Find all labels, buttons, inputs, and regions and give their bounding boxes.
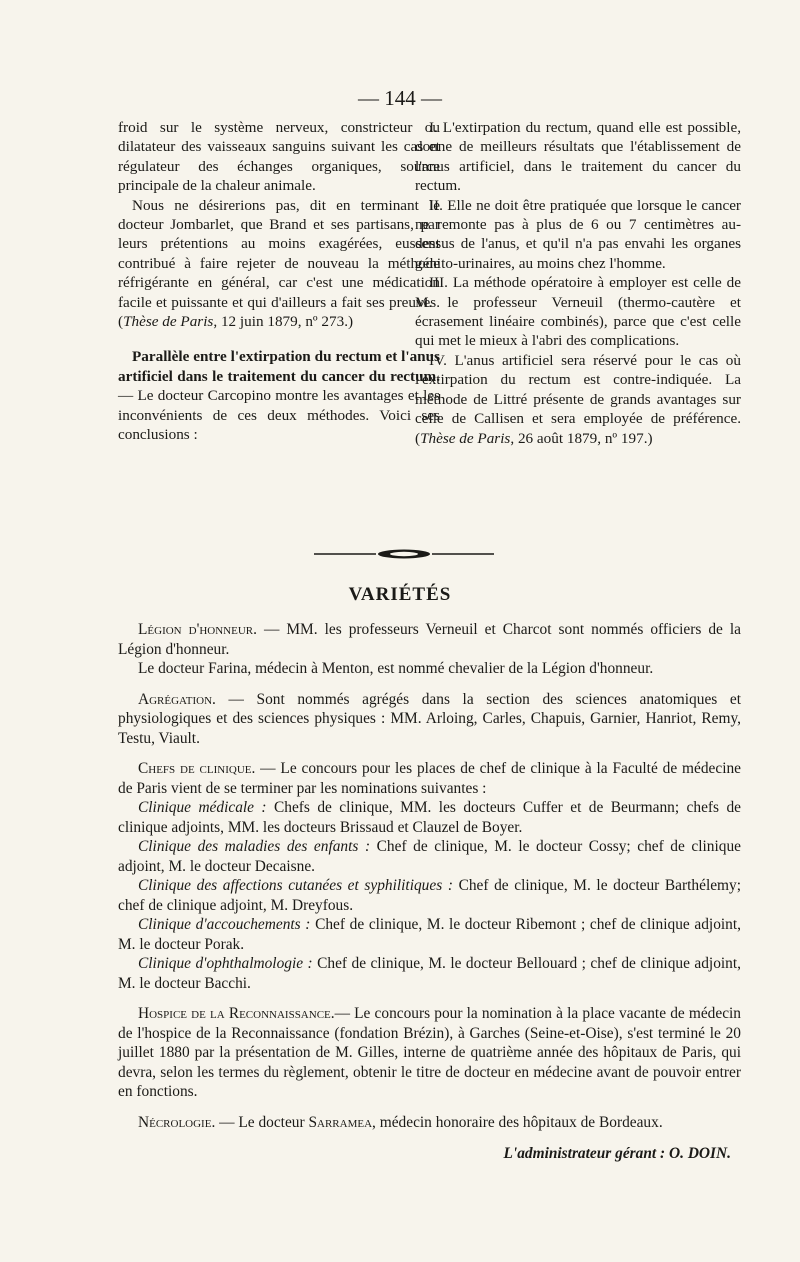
item-farina: Le docteur Farina, médecin à Menton, est nommé chevalier de la Légion d'honneur. (138, 660, 654, 677)
ophtalmo-label: Clinique d'ophthalmologie : (138, 955, 313, 972)
medicale-text: Chefs de clinique, MM. les docteurs Cuffer et de Beurmann; chefs de clinique adjoints, MM. les docteurs Brissaud et Clauzel de Boyer. (118, 799, 741, 836)
right-column (415, 118, 741, 448)
accouchements-label: Clinique d'accouchements : (138, 916, 311, 933)
conclusion-3: III. La méthode opératoire à employer est celle de M. le professeur Verneuil (thermo-cautère et écrasement linéaire combinés), parce que c'est celle qui met le mieux à l'abri des complications. (415, 274, 741, 350)
chefs-text: — Le concours pour les places de chef de clinique à la Faculté de médecine de Paris vient de se terminer par les nominations suivantes : (118, 760, 741, 797)
item-clinique-enfants (118, 837, 741, 876)
section-title-varietes: VARIÉTÉS (348, 584, 452, 605)
page-number: — 144 — (358, 86, 442, 110)
ophtalmo-text: Chef de clinique, M. le docteur Bellouard ; chef de clinique adjoint, M. le docteur Bacchi. (118, 955, 741, 992)
left-paragraph-2 (118, 196, 440, 332)
item-chefs-de-clinique (118, 759, 741, 798)
hospice-label: Hospice de la Reconnaissance. (138, 1005, 335, 1022)
right-citation: Thèse de Paris (420, 429, 511, 447)
accouchements-text: Chef de clinique, M. le docteur Ribemont ; chef de clinique adjoint, M. le docteur Porak. (118, 916, 741, 953)
item-clinique-ophtalmologie (118, 954, 741, 993)
necro-name: Sarramea (308, 1113, 373, 1131)
necro-text-b: , médecin honoraire des hôpitaux de Bordeaux. (372, 1113, 663, 1131)
cutanees-text: Chef de clinique, M. le docteur Barthélemy; chef de clinique adjoint, M. Dreyfous. (118, 877, 741, 914)
signature: L'administrateur gérant : O. DOIN. (503, 1145, 731, 1162)
left-paragraph-2-text: Nous ne désirerions pas, dit en terminant le docteur Jombarlet, que Brand et ses partisans, par leurs prétentions au moins exagérées, eussent contribué à faire rejeter de nouveau la méthode réfrigérante en général, car c'est une médication facile et puissante et qui d'ailleurs a fait ses preuves. ( (118, 196, 440, 331)
heading-rest: — Le docteur Carcopino montre les avantages et les inconvénients de ces deux méthodes. Voici ses conclusions : (118, 387, 440, 444)
left-citation: Thèse de Paris (123, 313, 214, 331)
necro-text-a: — Le docteur (215, 1113, 309, 1131)
left-paragraph-2-end: , 12 juin 1879, nº 273.) (213, 313, 354, 331)
conclusion-1: I. L'extirpation du rectum, quand elle est possible, donne de meilleurs résultats que l'établissement de l'anus artificiel, dans le traitement du cancer du rectum. (415, 119, 741, 195)
item-hospice (118, 1004, 741, 1102)
ornamental-divider (314, 548, 494, 560)
item-clinique-cutanees (118, 876, 741, 915)
hospice-text: — Le concours pour la nomination à la place vacante de médecin de l'hospice de la Reconnaissance (fondation Brézin), à Garches (Seine-et-Oise), s'est terminé le 20 juillet 1880 par la présentation de M. Gilles, interne de quatrième année des hôpitaux de Paris, qui devra, selon les termes du règlement, obtenir le titre de docteur en médecine avant de pouvoir entrer en fonctions. (118, 1005, 742, 1100)
item-necrologie (118, 1113, 741, 1133)
enfants-label: Clinique des maladies des enfants : (138, 838, 371, 855)
chefs-label: Chefs de clinique. (138, 760, 256, 777)
item-clinique-medicale (118, 798, 741, 837)
left-paragraph-1: froid sur le système nerveux, constricteur ou dilatateur des vaisseaux sanguins suivant les cas et régulateur des échanges organiques, source principale de la chaleur animale. (118, 119, 440, 195)
item-legion (118, 620, 741, 659)
conclusion-4 (415, 351, 741, 448)
conclusion-2: II. Elle ne doit être pratiquée que lorsque le cancer ne remonte pas à plus de 6 ou 7 centimètres au-dessus de l'anus, et qu'il n'a pas envahi les organes génito-urinaires, au moins chez l'homme. (415, 196, 741, 272)
agregation-text: — Sont nommés agrégés dans la section des sciences anatomiques et physiologiques et des sciences physiques : MM. Arloing, Carles, Chapuis, Garnier, Hanriot, Remy, Testu, Viault. (118, 690, 741, 747)
item-agregation (118, 690, 741, 749)
left-column (118, 118, 440, 445)
varietes-section (118, 620, 741, 1164)
legion-text: — MM. les professeurs Verneuil et Charcot sont nommés officiers de la Légion d'honneur. (118, 621, 741, 658)
cutanees-label: Clinique des affections cutanées et syphilitiques : (138, 877, 453, 894)
heading-bold: Parallèle entre l'extirpation du rectum et l'anus artificiel dans le traitement du cancer du rectum. (118, 348, 440, 385)
medicale-label: Clinique médicale : (138, 799, 267, 816)
legion-label: Légion d'honneur. (138, 621, 257, 638)
agregation-label: Agrégation. (138, 690, 216, 708)
necro-label: Nécrologie. (138, 1113, 216, 1131)
conclusion-4-end: , 26 août 1879, nº 197.) (510, 429, 653, 447)
section-heading-parallele (118, 347, 440, 444)
enfants-text: Chef de clinique, M. le docteur Cossy; chef de clinique adjoint, M. le docteur Decaisne. (118, 838, 741, 875)
conclusion-4-text: IV. L'anus artificiel sera réservé pour le cas où l'extirpation du rectum est contre-indiquée. La méthode de Littré présente de grands avantages sur celle de Callisen et sera employée de préférence. ( (415, 351, 741, 447)
item-clinique-accouchements (118, 915, 741, 954)
